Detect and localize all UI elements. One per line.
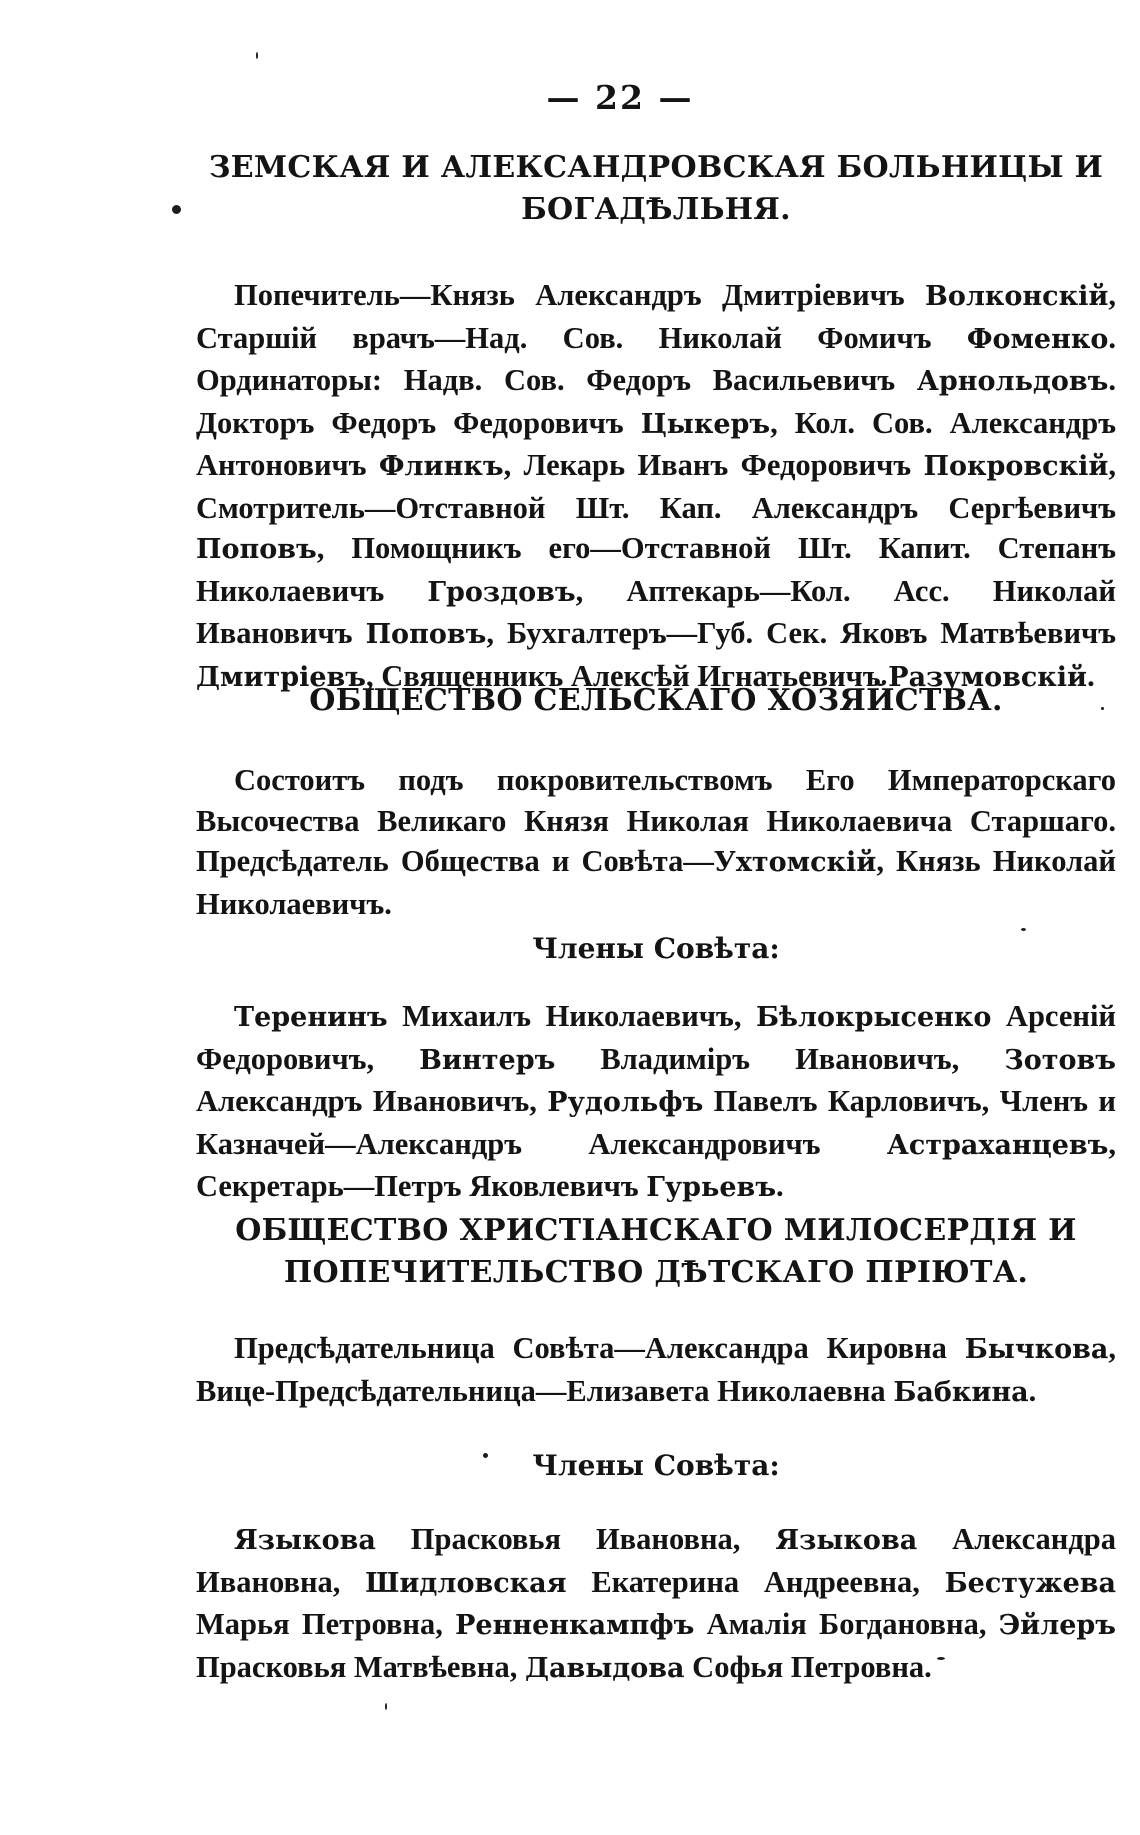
section-paragraph (196, 1328, 1116, 1413)
person-surname: Астраханцевъ (886, 1129, 1109, 1161)
person-surname: Поповъ (196, 534, 317, 565)
person-surname: Покровскій (923, 451, 1109, 482)
section-christian-charity-society (196, 1210, 1116, 1689)
paragraph-text: Прасковья Ивановна, (375, 1522, 776, 1556)
paragraph-text: . (776, 1169, 784, 1203)
scan-speck (172, 205, 181, 214)
person-surname: Ренненкампфъ (455, 1610, 695, 1641)
person-surname: Волконскій (925, 281, 1109, 312)
paragraph-text: . (1028, 1373, 1037, 1408)
scan-speck (1021, 928, 1026, 931)
paragraph-text: Александра Ивановна, (196, 1522, 1116, 1599)
paragraph-text: , Священникъ Алексѣй Игнатьевичъ (366, 658, 889, 693)
person-surname: Бестужева (944, 1567, 1117, 1599)
scan-speck (483, 1453, 488, 1458)
council-members-subheading: Члены Совѣта: (532, 932, 780, 965)
paragraph-text: , Вице-Предсѣдательница—Елизавета Николаевна (196, 1331, 1116, 1408)
section-paragraph (196, 275, 1116, 698)
council-members-paragraph (196, 1519, 1116, 1689)
paragraph-text: Арсеній Федоровичъ, (196, 999, 1116, 1076)
paragraph-text: Екатерина Андреевна, (566, 1564, 945, 1599)
scan-speck (937, 1657, 945, 1660)
council-members-subheading: Члены Совѣта: (532, 1449, 780, 1482)
section-agriculture-society (196, 680, 1116, 1209)
scan-speck (385, 1703, 387, 1710)
person-surname: Бабкина (893, 1376, 1029, 1408)
person-surname: Цыкеръ (640, 408, 771, 440)
person-surname: Фоменко (966, 323, 1109, 355)
person-surname: Рудольфъ (547, 1087, 704, 1118)
council-members-paragraph (196, 996, 1116, 1209)
scan-speck (256, 52, 258, 59)
paragraph-text: Софья Петровна. (684, 1649, 932, 1684)
paragraph-text: Александръ Ивановичъ, (196, 1084, 548, 1118)
section-heading: ОБЩЕСТВО СЕЛЬСКАГО ХОЗЯЙСТВА. (309, 683, 1003, 718)
paragraph-text: , Смотритель—Отставной Шт. Кап. Александръ Сергѣевичъ (196, 448, 1116, 525)
person-surname: Ухтомскій (713, 847, 877, 878)
scan-speck (1101, 707, 1104, 710)
person-surname: Гурьевъ (646, 1172, 777, 1203)
person-surname: Арнольдовъ (916, 366, 1109, 397)
person-surname: Эйлеръ (998, 1610, 1117, 1641)
paragraph-text: , Бухгалтеръ—Губ. Сек. Яковъ Матвѣевичъ (486, 616, 1116, 650)
person-surname: Гроздовъ (427, 576, 576, 608)
section-zemskaya-hospital (196, 147, 1116, 698)
paragraph-text: Состоитъ подъ покровительствомъ Его Императорскаго Высочества Великаго Князя Николая Николаевича Старшаго. Предсѣдатель Общества и Совѣта— (196, 763, 1116, 878)
person-surname: Бѣлокрысенко (755, 1002, 992, 1033)
person-surname: Поповъ (365, 619, 487, 650)
paragraph-text: , Кол. Сов. Александръ Антоновичъ (196, 405, 1116, 482)
paragraph-text: . Докторъ Федоръ Федоровичъ (196, 363, 1116, 440)
person-surname: Языкова (775, 1525, 918, 1556)
paragraph-text: Прасковья Матвѣевна, (196, 1649, 525, 1684)
page-number: — 22 — (546, 78, 694, 117)
person-surname: Бычкова (964, 1334, 1109, 1365)
person-surname: Дмитріевъ (196, 661, 367, 693)
section-heading: ЗЕМСКАЯ И АЛЕКСАНДРОВСКАЯ БОЛЬНИЦЫ И БОГАДѢЛЬНЯ. (208, 150, 1104, 227)
paragraph-text: , Секретарь—Петръ Яковлевичъ (196, 1126, 1116, 1203)
person-surname: Разумовскій (888, 661, 1088, 693)
paragraph-text: Предсѣдательница Совѣта—Александра Кировна (234, 1331, 965, 1365)
person-surname: Шидловская (365, 1567, 567, 1599)
person-surname: Теренинъ (234, 1002, 388, 1033)
person-surname: Зотовъ (1004, 1044, 1116, 1076)
paragraph-text: . Ординаторы: Надв. Сов. Федоръ Васильевичъ (196, 320, 1116, 397)
paragraph-text: , Князь Николай Николаевичъ. (196, 844, 1116, 921)
person-surname: Давыдова (524, 1652, 685, 1684)
paragraph-text: Михаилъ Николаевичъ, (387, 999, 756, 1033)
paragraph-text: Павелъ Карловичъ, Членъ и Казначей—Александръ Александровичъ (196, 1084, 1116, 1161)
person-surname: Флинкъ (378, 451, 504, 482)
paragraph-text: , Старшій врачъ—Над. Сов. Николай Фомичъ (196, 278, 1116, 355)
paragraph-text: , Помощникъ его—Отставной Шт. Капит. Степанъ Николаевичъ (196, 531, 1116, 608)
person-surname: Винтеръ (419, 1044, 556, 1076)
paragraph-text: Марья Петровна, (196, 1607, 456, 1641)
person-surname: Языкова (234, 1525, 376, 1556)
section-heading: ОБЩЕСТВО ХРИСТІАНСКАГО МИЛОСЕРДІЯ И ПОПЕЧИТЕЛЬСТВО ДѢТСКАГО ПРІЮТА. (235, 1213, 1077, 1290)
paragraph-text: Владиміръ Ивановичъ, (555, 1041, 1005, 1076)
paragraph-text: Амалія Богдановна, (694, 1607, 999, 1641)
paragraph-text: . (1087, 658, 1095, 693)
paragraph-text: Попечитель—Князь Александръ Дмитріевичъ (234, 278, 926, 312)
paragraph-text: , Аптекарь—Кол. Асс. Николай Ивановичъ (196, 573, 1116, 650)
section-paragraph (196, 760, 1116, 924)
paragraph-text: , Лекарь Иванъ Федоровичъ (503, 448, 924, 482)
